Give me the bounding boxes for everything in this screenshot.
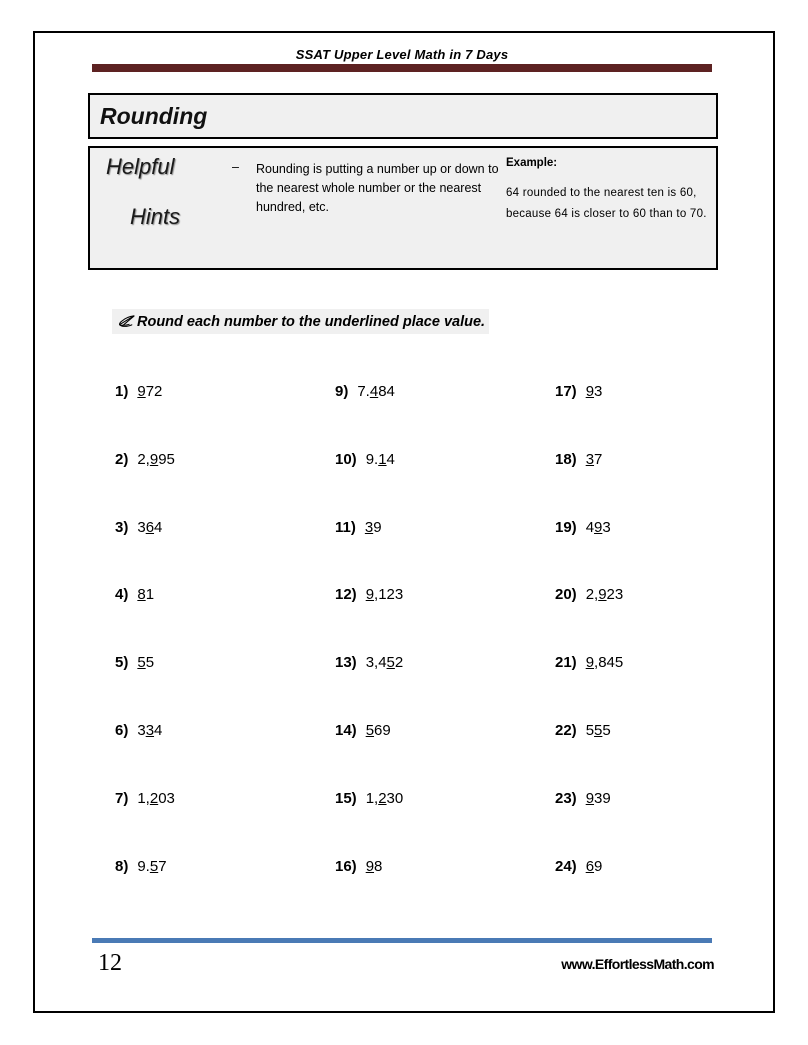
underlined-digit: 9 [365, 586, 375, 604]
problem-item [115, 519, 335, 587]
value-prefix: 2, [585, 586, 599, 604]
underlined-digit: 2 [149, 789, 159, 807]
example-title: Example: [506, 157, 558, 169]
hints-label-line1: Helpful [106, 154, 175, 179]
underlined-digit: 9 [585, 789, 595, 807]
hints-label-line2: Hints [130, 204, 181, 229]
value-suffix: 3 [594, 383, 603, 400]
running-head: SSAT Upper Level Math in 7 Days [295, 47, 509, 62]
underlined-digit: 9 [594, 518, 603, 536]
underlined-digit: 9 [585, 654, 595, 672]
problem-value [137, 519, 162, 536]
instruction-banner [112, 309, 489, 334]
problem-number: 4) [115, 586, 129, 604]
underlined-digit: 3 [585, 450, 595, 468]
underlined-digit: 3 [145, 721, 155, 739]
value-suffix: 9 [594, 857, 603, 875]
problem-number: 21) [555, 654, 577, 672]
problem-value [137, 451, 175, 468]
problem-value [137, 790, 175, 807]
underlined-digit: 9 [585, 383, 595, 400]
value-suffix: ,123 [374, 586, 404, 604]
problem-value [586, 722, 611, 739]
underlined-digit: 5 [149, 857, 159, 875]
underlined-digit: 5 [386, 654, 395, 672]
value-suffix: 4 [386, 450, 395, 468]
problem-number: 9) [335, 383, 349, 400]
problem-number: 1) [115, 383, 129, 400]
problem-value [586, 451, 603, 468]
problem-value [137, 858, 166, 875]
problem-item [555, 790, 775, 858]
underlined-digit: 9 [598, 586, 607, 604]
problem-value [586, 586, 624, 603]
pencil-icon [118, 314, 136, 330]
problem-value [366, 451, 395, 468]
problem-value [366, 858, 383, 875]
value-suffix: ,845 [594, 654, 624, 672]
helpful-hints-box [88, 146, 718, 270]
value-prefix: 2, [137, 450, 150, 468]
problems-grid [115, 383, 735, 925]
problem-item [555, 654, 775, 722]
value-prefix: 4 [585, 518, 595, 536]
helpful-hints-label [90, 148, 230, 268]
hints-example [500, 148, 716, 268]
problem-item [335, 790, 555, 858]
problem-item [115, 722, 335, 790]
header-rule [92, 64, 712, 72]
value-suffix: 5 [602, 721, 611, 739]
value-prefix: 7. [357, 383, 370, 400]
problem-row [115, 790, 735, 858]
underlined-digit: 1 [378, 450, 387, 468]
problem-item [335, 519, 555, 587]
problem-value [366, 654, 404, 671]
value-suffix: 30 [386, 789, 404, 807]
underlined-digit: 9 [365, 857, 375, 875]
problem-value [137, 586, 154, 603]
lesson-title-box [88, 93, 718, 139]
problem-number: 5) [115, 654, 129, 672]
problem-item [335, 451, 555, 519]
underlined-digit: 9 [149, 450, 159, 468]
problem-number: 20) [555, 586, 577, 604]
problem-value [366, 586, 404, 603]
problem-row [115, 586, 735, 654]
problem-item [115, 858, 335, 926]
problem-row [115, 383, 735, 451]
value-suffix: 7 [158, 857, 167, 875]
instruction-text: Round each number to the underlined place value. [137, 313, 486, 330]
problem-item [115, 790, 335, 858]
problem-number: 13) [335, 654, 357, 672]
problem-value [366, 790, 404, 807]
value-suffix: 39 [594, 789, 611, 807]
problem-row [115, 519, 735, 587]
underlined-digit: 3 [364, 518, 374, 536]
value-prefix: 9. [137, 857, 150, 875]
underlined-digit: 5 [365, 721, 375, 739]
problem-item [115, 586, 335, 654]
problem-value [137, 654, 154, 671]
value-prefix: 3 [137, 721, 146, 739]
problem-item [335, 383, 555, 451]
problem-number: 23) [555, 789, 577, 807]
value-suffix: 5 [145, 654, 155, 672]
value-suffix: 72 [145, 383, 163, 400]
problem-item [335, 858, 555, 926]
problem-number: 24) [555, 857, 577, 875]
problem-item [555, 586, 775, 654]
value-suffix: 1 [145, 586, 155, 604]
value-prefix: 3 [137, 518, 146, 536]
page-number: 12 [98, 950, 122, 976]
problem-value [586, 858, 603, 875]
problem-item [555, 383, 775, 451]
underlined-digit: 5 [594, 721, 603, 739]
problem-item [335, 722, 555, 790]
problem-number: 8) [115, 857, 129, 875]
problem-item [115, 383, 335, 451]
problem-number: 17) [555, 383, 577, 400]
problem-item [555, 519, 775, 587]
problem-number: 12) [335, 586, 357, 604]
value-suffix: 8 [374, 857, 383, 875]
problem-row [115, 654, 735, 722]
problem-number: 19) [555, 518, 577, 536]
page-title: Rounding [100, 102, 208, 129]
problem-number: 2) [115, 450, 129, 468]
value-suffix: 69 [374, 721, 391, 739]
value-suffix: 95 [158, 450, 175, 468]
example-text: 64 rounded to the nearest ten is 60, because 64 is closer to 60 than to 70. [506, 187, 707, 220]
value-prefix: 1, [137, 789, 150, 807]
hints-bullet-dash: – [232, 160, 239, 174]
problem-item [555, 722, 775, 790]
value-suffix: 03 [158, 789, 175, 807]
problem-value [586, 654, 624, 671]
problem-value [137, 722, 162, 739]
problem-item [335, 654, 555, 722]
problem-value [365, 519, 382, 536]
problem-item [555, 451, 775, 519]
problem-number: 3) [115, 518, 129, 536]
value-suffix: 84 [378, 383, 395, 400]
value-suffix: 7 [594, 450, 603, 468]
hints-text: Rounding is putting a number up or down to the nearest whole number or the nearest hundred, etc. [256, 162, 499, 214]
problem-number: 10) [335, 450, 357, 468]
problem-value [586, 790, 611, 807]
value-prefix: 1, [365, 789, 379, 807]
problem-value [586, 383, 603, 400]
underlined-digit: 6 [145, 518, 155, 536]
underlined-digit: 9 [137, 383, 146, 400]
problem-row [115, 722, 735, 790]
problem-number: 18) [555, 450, 577, 468]
problem-number: 14) [335, 721, 357, 739]
problem-number: 11) [335, 518, 356, 536]
problem-value [137, 383, 162, 400]
problem-number: 15) [335, 789, 357, 807]
underlined-digit: 2 [378, 789, 387, 807]
value-suffix: 4 [154, 518, 163, 536]
value-prefix: 3,4 [365, 654, 387, 672]
footer-rule [92, 938, 712, 943]
website-label: www.EffortlessMath.com [561, 956, 714, 972]
problem-number: 16) [335, 857, 357, 875]
underlined-digit: 6 [585, 857, 595, 875]
value-suffix: 2 [394, 654, 404, 672]
problem-value [357, 383, 395, 400]
value-suffix: 3 [602, 518, 611, 536]
problem-row [115, 451, 735, 519]
value-prefix: 9. [365, 450, 379, 468]
underlined-digit: 8 [137, 586, 146, 604]
underlined-digit: 5 [137, 654, 146, 672]
problem-item [335, 586, 555, 654]
underlined-digit: 4 [369, 383, 379, 400]
value-suffix: 4 [154, 721, 163, 739]
problem-value [366, 722, 391, 739]
problem-row [115, 858, 735, 926]
value-prefix: 5 [585, 721, 595, 739]
problem-value [586, 519, 611, 536]
value-suffix: 9 [373, 518, 382, 536]
problem-number: 22) [555, 721, 577, 739]
problem-number: 7) [115, 789, 129, 807]
problem-number: 6) [115, 721, 129, 739]
problem-item [555, 858, 775, 926]
problem-item [115, 451, 335, 519]
hints-body [230, 148, 500, 268]
value-suffix: 23 [606, 586, 624, 604]
problem-item [115, 654, 335, 722]
